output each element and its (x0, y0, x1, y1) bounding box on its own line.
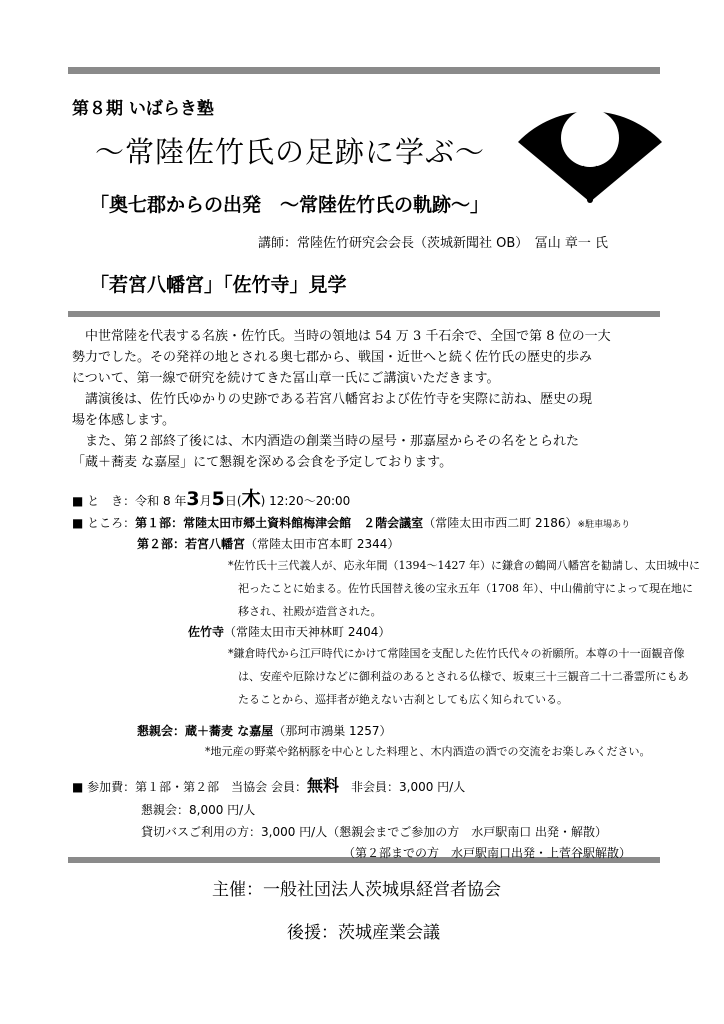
part2-label: 第２部： (137, 537, 186, 551)
fee-party-line: 懇親会：8,000 円/人 (141, 803, 256, 817)
fee-line1-post: 非会員：3,000 円/人 (339, 780, 466, 794)
part2-address2: （常陸太田市天神林町 2404） (224, 625, 391, 639)
note-line: たることから、巡拝者が絶えない古刹としても広く知られている。 (238, 693, 568, 706)
date-day-unit: 日( (224, 494, 242, 508)
party-address: （那珂市鴻巣 1257） (273, 724, 392, 738)
venue-part1-row (72, 514, 630, 531)
party-place: 蔵＋蕎麦 な嘉屋 (185, 724, 274, 738)
note-line: *地元産の野菜や銘柄豚を中心とした料理と、木内酒造の酒での交流をお楽しみください。 (205, 745, 651, 758)
venue-part2-row (137, 535, 399, 552)
part2-place2: 佐竹寺 (188, 625, 225, 639)
lecture-title: 「奥七郡からの出発 ～常陸佐竹氏の軌跡～」 (90, 194, 490, 216)
note-line: 祀ったことに始まる。佐竹氏国替え後の宝永五年（1708 年）、中山備前守によって現在地に (238, 582, 693, 595)
fee-line1-pre: 第１部・第２部 当協会 会員： (135, 780, 307, 794)
part1-place: 常陸太田市郷土資料館梅津会館 ２階会議室 (183, 516, 424, 530)
fee-bus-note: （第２部までの方 水戸駅南口出発・上菅谷駅解散） (343, 846, 632, 860)
note-line: は、安産や厄除けなどに御利益のあるとされる仏様で、坂東三十三観音二十二番霊所にもあ (238, 670, 689, 683)
page-title: ～常陸佐竹氏の足跡に学ぶ～ (95, 135, 486, 169)
folding-fan-icon (515, 90, 665, 210)
tour-title: 「若宮八幡宮」「佐竹寺」見学 (90, 274, 347, 296)
intro-line: 講演後は、佐竹氏ゆかりの史跡である若宮八幡宮および佐竹寺を実際に訪ね、歴史の現 (85, 392, 593, 407)
organizer-line: 主催：一般社団法人茨城県経営者協会 (212, 880, 501, 900)
supporter-line: 後援：茨城産業会議 (287, 923, 440, 943)
date-month-unit: 月 (199, 494, 212, 508)
date-month: 3 (186, 488, 200, 510)
parking-note: ※駐車場あり (577, 520, 631, 530)
party-row (137, 722, 392, 739)
intro-line: 「蔵＋蕎麦 な嘉屋」にて懇親を深める会食を予定しております。 (72, 455, 453, 470)
intro-line: 場を体感します。 (72, 413, 175, 428)
date-time: ) 12:20～20:00 (260, 494, 351, 508)
intro-line: について、第一線で研究を続けてきた冨山章一氏にご講演いただきます。 (72, 371, 500, 386)
note-line: 移され、社殿が造営された。 (238, 605, 382, 618)
part2-place1: 若宮八幡宮 (185, 537, 246, 551)
fee-row (72, 776, 465, 797)
note-line: *鎌倉時代から江戸時代にかけて常陸国を支配した佐竹氏代々の祈願所。本尊の十一面観音像 (228, 647, 685, 660)
intro-line: 中世常陸を代表する名族・佐竹氏。当時の領地は 54 万 3 千石余で、全国で第 8 位の一大 (85, 329, 611, 344)
date-era: 令和 8 年 (135, 494, 187, 508)
part1-label: 第１部： (135, 516, 184, 530)
section-rule (68, 311, 660, 317)
date-weekday: 木 (241, 488, 261, 510)
intro-line: また、第２部終了後には、木内酒造の創業当時の屋号・那嘉屋からその名をとられた (85, 434, 580, 449)
fee-label: ■ 参加費： (72, 780, 136, 794)
date-label: ■ と き： (72, 494, 136, 508)
date-row (72, 488, 350, 512)
date-day: 5 (211, 488, 225, 510)
temple-row (188, 623, 390, 640)
free-badge: 無料 (306, 776, 339, 795)
venue-label: ■ ところ： (72, 516, 136, 530)
top-rule (68, 67, 660, 74)
note-line: *佐竹氏十三代義人が、応永年間（1394～1427 年）に鎌倉の鶴岡八幡宮を勧請し、太田城中に (228, 559, 700, 572)
term-label: 第８期 いばらき塾 (72, 99, 214, 119)
fee-bus-line: 貸切バスご利用の方：3,000 円/人（懇親会までご参加の方 水戸駅南口 出発・解散） (141, 825, 608, 839)
lecturer-line: 講師：常陸佐竹研究会会長（茨城新聞社 OB） 冨山 章一 氏 (258, 236, 609, 251)
part2-address1: （常陸太田市宮本町 2344） (245, 537, 400, 551)
part1-address: （常陸太田市西二町 2186） (423, 516, 578, 530)
party-label: 懇親会： (137, 724, 186, 738)
intro-line: 勢力でした。その発祥の地とされる奥七郡から、戦国・近世へと続く佐竹氏の歴史的歩み (72, 350, 593, 365)
